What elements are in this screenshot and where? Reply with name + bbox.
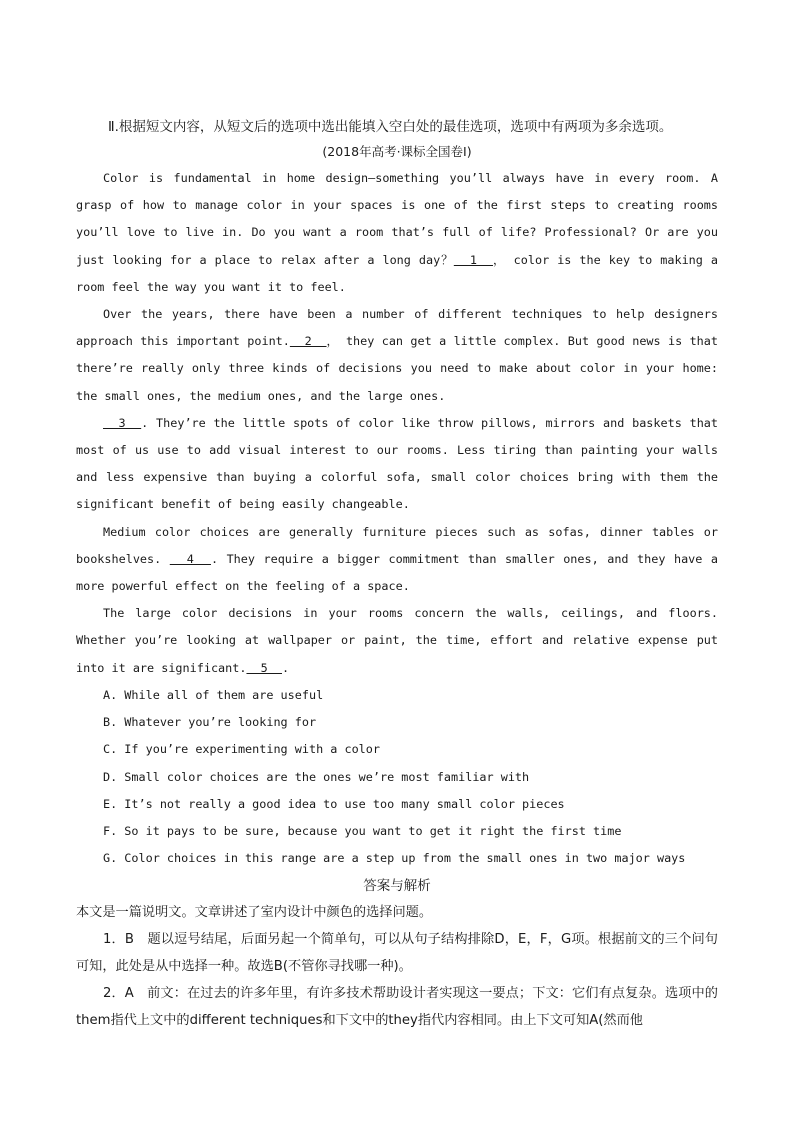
option-f: F. So it pays to be sure, because you want to get it right the first time: [103, 824, 622, 839]
section-heading: Ⅱ.根据短文内容，从短文后的选项中选出能填入空白处的最佳选项，选项中有两项为多余选项。: [108, 119, 673, 135]
option-g: G. Color choices in this range are a step up from the small ones in two major ways: [103, 851, 686, 866]
passage-paragraph-3: 3 . They’re the little spots of color like throw pillows, mirrors and baskets that most of us use to add visual interest to our rooms. Less tiring than painting your walls and less expensive than buying a colorful sofa, small color choices bring with them the significant benefit of being easily changeable.: [76, 415, 718, 512]
blank-1[interactable]: 1: [453, 252, 493, 267]
analysis-item-2: 2．A 前文：在过去的许多年里，有许多技术帮助设计者实现这一要点；下文：它们有点复杂。选项中的them指代上文中的different techniques和下文中的they指代内容相同。由上下文可知A(然而他: [76, 986, 718, 1028]
answer-analysis: [76, 899, 718, 1034]
blank-2[interactable]: 2: [289, 334, 327, 349]
blank-5[interactable]: 5: [246, 660, 282, 675]
option-a: A. While all of them are useful: [103, 688, 324, 702]
blank-4[interactable]: 4: [169, 551, 211, 566]
passage-paragraph-2: Over the years, there have been a number of different techniques to help designers approach this important point. 2 ， they can get a little complex. But good news is that there’re really only three kinds of decisions you need to make about color in your home: the small ones, the medium ones, and the large ones.: [76, 307, 718, 403]
option-e: E. It’s not really a good idea to use too many small color pieces: [103, 796, 565, 811]
passage-paragraph-1: Color is fundamental in home design—something you’ll always have in every room. A grasp of how to manage color in your spaces is one of the first steps to creating rooms you’ll love to live in. Do you want a room that’s full of life? Professional? Or are you just looking for a place to relax after a long day？ 1 ， color is the key to making a room feel the way you want it to feel.: [76, 171, 718, 294]
option-list: [76, 682, 718, 872]
option-c: C. If you’re experimenting with a color: [103, 742, 380, 757]
option-b: B. Whatever you’re looking for: [103, 715, 317, 730]
exam-source: (2018年高考·课标全国卷Ⅰ): [322, 144, 472, 159]
analysis-item-1: 1．B 题以逗号结尾，后面另起一个简单句，可以从句子结构排除D，E，F，G项。根据前文的三个问句可知，此处是从中选择一种。故选B(不管你寻找哪一种)。: [76, 932, 718, 974]
blank-3[interactable]: 3: [103, 415, 142, 430]
option-d: D. Small color choices are the ones we’re most familiar with: [103, 769, 530, 784]
passage-paragraph-4: Medium color choices are generally furniture pieces such as sofas, dinner tables or bookshelves. 4 . They require a bigger commitment than smaller ones, and they have a more powerful effect on the feeling of a space.: [76, 524, 719, 594]
answer-title: 答案与解析: [363, 878, 431, 894]
passage-paragraph-5: The large color decisions in your rooms concern the walls, ceilings, and floors. Whether you’re looking at wallpaper or paint, the time, effort and relative expense put into it are significant. 5 .: [76, 606, 718, 675]
reading-passage: [76, 165, 718, 682]
analysis-intro: 本文是一篇说明文。文章讲述了室内设计中颜色的选择问题。: [76, 905, 433, 920]
